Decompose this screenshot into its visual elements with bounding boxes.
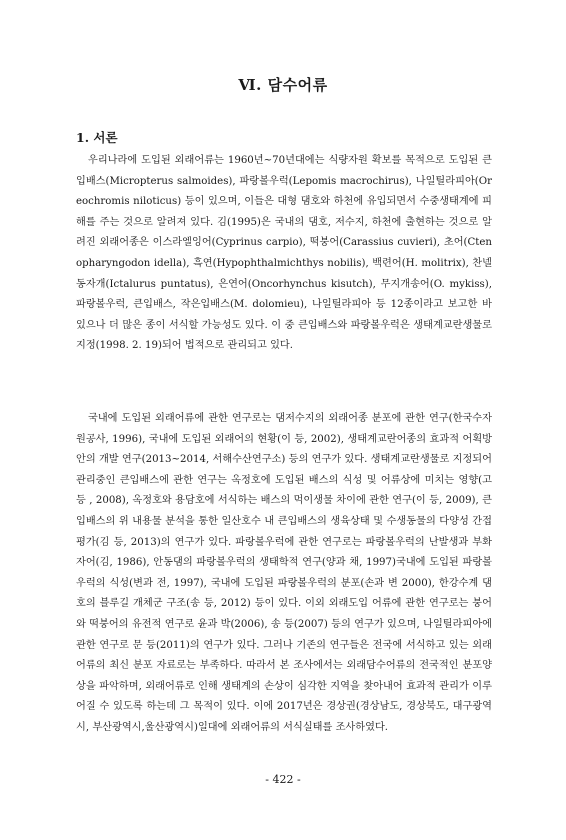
page-number: - 422 - [265, 773, 301, 786]
body-paragraph-1: 우리나라에 도입된 외래어류는 1960년~70년대에는 식량자원 확보를 목적으로 도입된 큰입배스(Micropterus salmoides), 파랑볼우럭(Lepomis macrochirus), 나일틸라피아(Oreochromis niloticus) 등이 있으며, 이들은 대형 댐호와 하천에 유입되면서 수중생태계에 피해를 주는 것으로 알려져 있다. 김(1995)은 국내의 댐호, 저수지, 하천에 출현하는 것으로 알려진 외래어종은 이스라엘잉어(Cyprinus carpio), 떡붕어(Carassius cuvieri), 초어(Ctenopharyngodon idella), 흑연(Hypophthalmichthys nobilis), 백련어(H. molitrix), 찬넬동자개(Ictalurus puntatus), 은연어(Oncorhynchus kisutch), 무지개송어(O. mykiss), 파랑볼우럭, 큰입배스, 작은입배스(M. dolomieu), 나일틸라피아 등 12종이라고 보고한 바 있으나 더 많은 종이 서식할 가능성도 있다. 이 중 큰입배스와 파랑볼우럭은 생태계교란생물로 지정(1998. 2. 19)되어 법적으로 관리되고 있다. [76, 155, 492, 352]
body-paragraph-1-container [76, 151, 492, 357]
section-heading: 1. 서론 [76, 130, 118, 145]
chapter-title: Ⅵ. 담수어류 [238, 76, 328, 94]
body-paragraph-2-container [76, 409, 492, 739]
body-paragraph-2: 국내에 도입된 외래어류에 관한 연구로는 댐저수지의 외래어종 분포에 관한 연구(한국수자원공사, 1996), 국내에 도입된 외래어의 현황(이 등, 2002), 생태계교란어종의 효과적 어획방안의 개발 연구(2013~2014, 서해수산연구소) 등의 연구가 있다. 생태계교란생물로 지정되어 관리중인 큰입배스에 관한 연구는 옥정호에 도입된 배스의 식성 및 어류상에 미치는 영향(고 등 , 2008), 옥정호와 용담호에 서식하는 배스의 먹이생물 차이에 관한 연구(이 등, 2009), 큰입배스의 위 내용물 분석을 통한 일산호수 내 큰입배스의 생육상태 및 수생동물의 다양성 간접평가(김 등, 2013)의 연구가 있다. 파랑볼우럭에 관한 연구로는 파랑볼우럭의 난발생과 부화자어(김, 1986), 안동댐의 파랑볼우럭의 생태학적 연구(양과 채, 1997)국내에 도입된 파랑볼우럭의 식성(변과 전, 1997), 국내에 도입된 파랑볼우럭의 분포(손과 변 2000), 한강수계 댐호의 블루길 개체군 구조(송 등, 2012) 등이 있다. 이외 외래도입 어류에 관한 연구로는 붕어와 떡붕어의 유전적 연구로 윤과 박(2006), 송 등(2007) 등의 연구가 있으며, 나일틸라피아에 관한 연구로 문 등(2011)의 연구가 있다. 그러나 기존의 연구들은 전국에 서식하고 있는 외래어류의 최신 분포 자료로는 부족하다. 따라서 본 조사에서는 외래담수어류의 전국적인 분포양상을 파악하며, 외래어류로 인해 생태계의 손상이 심각한 지역을 찾아내어 효과적 관리가 이루어질 수 있도록 하는데 그 목적이 있다. 이에 2017년은 경상권(경상남도, 경상북도, 대구광역시, 부산광역시,울산광역시)일대에 외래어류의 서식실태를 조사하였다. [76, 413, 492, 733]
